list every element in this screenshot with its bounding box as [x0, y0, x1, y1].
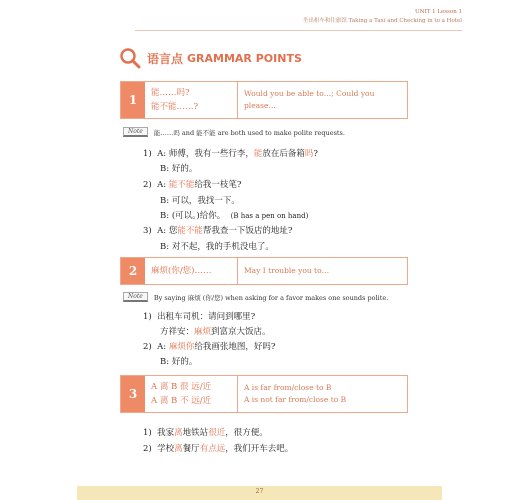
- pattern-line: 能不能……?: [151, 102, 199, 112]
- example-line: 1) A: 师傅，我有一些行李，能放在后备箱吗?: [143, 149, 318, 159]
- note-text: By saying 麻烦 (你/您) when asking for a favor makes one sounds polite.: [153, 293, 389, 302]
- point-meaning: [238, 258, 407, 284]
- grammar-point-3: [120, 375, 408, 413]
- note-1: [123, 127, 345, 137]
- example-line: B: 好的。: [160, 357, 198, 367]
- page-number: 27: [255, 488, 264, 495]
- note-2: [123, 292, 388, 302]
- point-pattern: [145, 82, 238, 118]
- section-title-en: GRAMMAR POINTS: [187, 51, 302, 65]
- example-line: 2) 学校离餐厅有点远，我们开车去吧。: [143, 444, 294, 454]
- unit-label: UNIT 1 Lesson 1: [415, 9, 462, 15]
- example-line: 1) 出租车司机：请问到哪里?: [143, 312, 256, 322]
- pattern-line: A 离 B 很 远/近: [151, 382, 212, 392]
- grammar-point-1: [120, 81, 408, 119]
- point-meaning: [238, 376, 407, 412]
- lesson-subtitle: 坐出租车和住旅馆 Taking a Taxi and Checking in to a Hotel: [302, 18, 462, 24]
- magnifier-icon: [119, 47, 141, 69]
- pattern-line: A 离 B 不 远/近: [151, 396, 212, 406]
- point-number: 3: [121, 376, 145, 412]
- example-line: B: 对不起，我的手机没电了。: [160, 242, 274, 252]
- point-meaning: [238, 82, 407, 118]
- page-header: [303, 8, 462, 26]
- footer-bar: [77, 486, 442, 500]
- pattern-line: 能……吗?: [151, 88, 190, 98]
- example-line: 方祥安：麻烦到富京大饭店。: [160, 327, 271, 337]
- meaning-line: A is far from/close to B: [244, 383, 332, 392]
- note-tag: Note: [123, 127, 148, 137]
- point-pattern: [145, 258, 238, 284]
- example-line: B: (可以。)给你。 (B has a pen on hand): [160, 211, 309, 221]
- meaning-line: Would you be able to…; Could you please…: [244, 89, 375, 110]
- note-text: 能……吗 and 能不能 are both used to make polite requests.: [153, 128, 345, 137]
- note-tag: Note: [123, 292, 148, 302]
- section-title: [119, 47, 302, 69]
- example-line: 2) A: 麻烦你给我画张地图，好吗?: [143, 342, 276, 352]
- section-title-zh: 语言点: [147, 51, 184, 66]
- point-pattern: [145, 376, 238, 412]
- example-line: B: 好的。: [160, 164, 198, 174]
- example-line: 2) A: 能不能给我一枝笔?: [143, 180, 242, 190]
- point-number: 1: [121, 82, 145, 118]
- example-line: 1) 我家离地铁站很近，很方便。: [143, 428, 268, 438]
- point-number: 2: [121, 258, 145, 284]
- pattern-line: 麻烦(你/您)……: [151, 266, 212, 276]
- meaning-line: A is not far from/close to B: [244, 395, 347, 404]
- example-line: 3) A: 您能不能帮我查一下饭店的地址?: [143, 226, 293, 236]
- header-divider: [135, 30, 462, 31]
- example-line: B: 可以，我找一下。: [160, 196, 240, 206]
- grammar-point-2: [120, 257, 408, 285]
- meaning-line: May I trouble you to…: [244, 266, 330, 275]
